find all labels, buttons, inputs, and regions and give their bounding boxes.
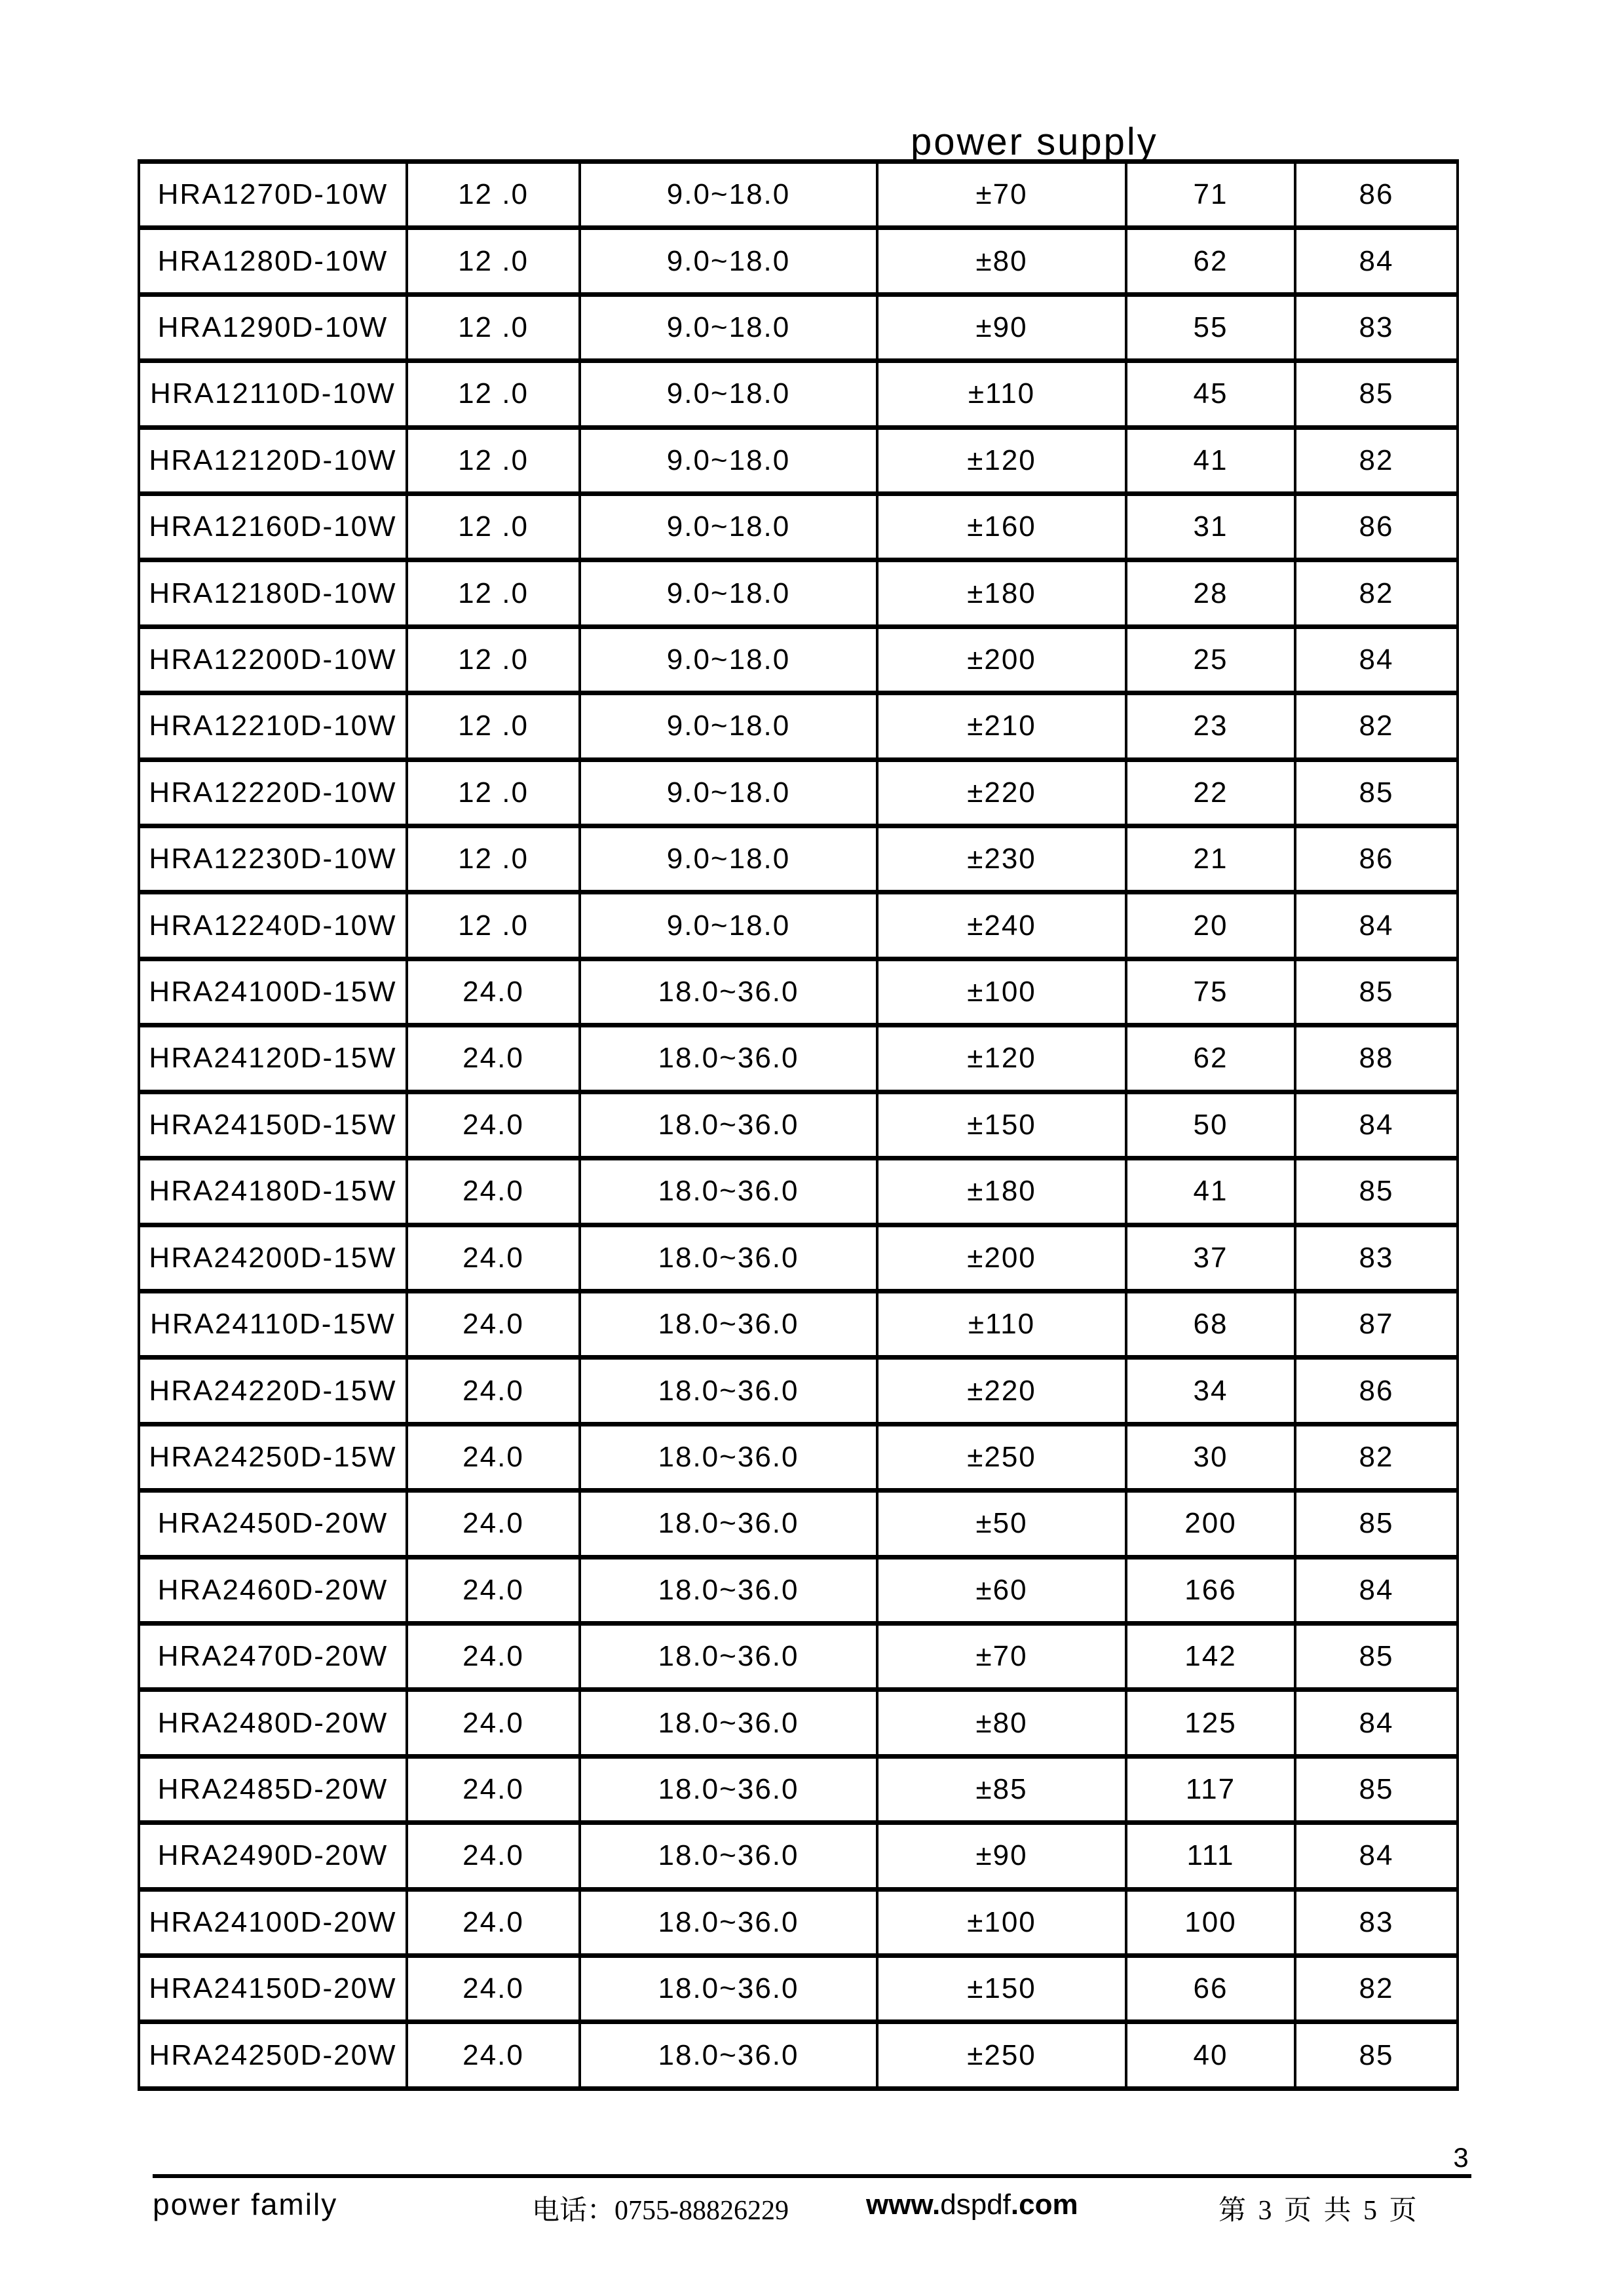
cell-vin: 12 .0 xyxy=(407,427,580,493)
cell-vin_range: 9.0~18.0 xyxy=(580,427,877,493)
footer-website xyxy=(866,2189,1078,2221)
cell-vin_range: 18.0~36.0 xyxy=(580,1158,877,1225)
cell-vin: 12 .0 xyxy=(407,626,580,693)
cell-vout: ±85 xyxy=(877,1756,1126,1822)
cell-eff: 83 xyxy=(1295,1225,1458,1291)
cell-model: HRA2460D-20W xyxy=(139,1557,407,1623)
cell-eff: 86 xyxy=(1295,162,1458,228)
cell-vout: ±220 xyxy=(877,1358,1126,1424)
cell-vout: ±90 xyxy=(877,294,1126,360)
cell-iout: 30 xyxy=(1126,1424,1295,1490)
cell-vin_range: 18.0~36.0 xyxy=(580,1225,877,1291)
cell-eff: 85 xyxy=(1295,959,1458,1025)
cell-eff: 84 xyxy=(1295,1823,1458,1889)
cell-eff: 85 xyxy=(1295,2022,1458,2089)
cell-vin_range: 18.0~36.0 xyxy=(580,1424,877,1490)
footer-divider xyxy=(153,2174,1471,2178)
table-row xyxy=(139,1358,1458,1424)
cell-vin: 12 .0 xyxy=(407,759,580,826)
cell-iout: 20 xyxy=(1126,892,1295,959)
table-row xyxy=(139,361,1458,427)
cell-iout: 100 xyxy=(1126,1889,1295,1955)
cell-model: HRA1280D-10W xyxy=(139,228,407,294)
cell-model: HRA2480D-20W xyxy=(139,1690,407,1756)
cell-model: HRA12120D-10W xyxy=(139,427,407,493)
cell-eff: 82 xyxy=(1295,427,1458,493)
cell-vin_range: 9.0~18.0 xyxy=(580,560,877,626)
cell-vin: 24.0 xyxy=(407,1690,580,1756)
table-row xyxy=(139,892,1458,959)
footer-phone: 电话：0755-88826229 xyxy=(532,2196,789,2226)
footer-brand: power family xyxy=(153,2187,338,2221)
cell-vin: 12 .0 xyxy=(407,826,580,892)
cell-model: HRA24100D-15W xyxy=(139,959,407,1025)
cell-iout: 166 xyxy=(1126,1557,1295,1623)
cell-model: HRA24120D-15W xyxy=(139,1025,407,1092)
cell-iout: 34 xyxy=(1126,1358,1295,1424)
cell-eff: 85 xyxy=(1295,1158,1458,1225)
cell-vin_range: 18.0~36.0 xyxy=(580,1557,877,1623)
table-row xyxy=(139,693,1458,759)
cell-model: HRA2490D-20W xyxy=(139,1823,407,1889)
cell-vout: ±220 xyxy=(877,759,1126,826)
cell-vin_range: 9.0~18.0 xyxy=(580,361,877,427)
cell-iout: 66 xyxy=(1126,1955,1295,2021)
cell-eff: 86 xyxy=(1295,494,1458,560)
cell-vin: 24.0 xyxy=(407,1225,580,1291)
cell-vout: ±110 xyxy=(877,361,1126,427)
cell-vin_range: 18.0~36.0 xyxy=(580,1092,877,1158)
cell-vout: ±230 xyxy=(877,826,1126,892)
cell-iout: 37 xyxy=(1126,1225,1295,1291)
cell-iout: 31 xyxy=(1126,494,1295,560)
cell-vout: ±100 xyxy=(877,959,1126,1025)
cell-iout: 40 xyxy=(1126,2022,1295,2089)
cell-model: HRA1270D-10W xyxy=(139,162,407,228)
table-row xyxy=(139,427,1458,493)
cell-model: HRA24100D-20W xyxy=(139,1889,407,1955)
cell-vin: 12 .0 xyxy=(407,892,580,959)
table-row xyxy=(139,1424,1458,1490)
cell-vin_range: 18.0~36.0 xyxy=(580,1025,877,1092)
table-row xyxy=(139,1955,1458,2021)
cell-vout: ±180 xyxy=(877,560,1126,626)
cell-vin_range: 18.0~36.0 xyxy=(580,2022,877,2089)
page-title: power supply xyxy=(911,121,1158,163)
footer-pagination: 第 3 页 共 5 页 xyxy=(1218,2196,1420,2226)
cell-vin_range: 18.0~36.0 xyxy=(580,1756,877,1822)
cell-vin: 12 .0 xyxy=(407,693,580,759)
table-row xyxy=(139,1889,1458,1955)
cell-model: HRA24220D-15W xyxy=(139,1358,407,1424)
cell-vout: ±200 xyxy=(877,1225,1126,1291)
cell-model: HRA24250D-20W xyxy=(139,2022,407,2089)
table-row xyxy=(139,1025,1458,1092)
cell-iout: 41 xyxy=(1126,427,1295,493)
cell-model: HRA12210D-10W xyxy=(139,693,407,759)
cell-model: HRA24110D-15W xyxy=(139,1291,407,1357)
cell-vin: 24.0 xyxy=(407,2022,580,2089)
cell-vin: 12 .0 xyxy=(407,228,580,294)
cell-iout: 117 xyxy=(1126,1756,1295,1822)
cell-eff: 84 xyxy=(1295,1690,1458,1756)
cell-model: HRA12160D-10W xyxy=(139,494,407,560)
cell-eff: 84 xyxy=(1295,228,1458,294)
table-row xyxy=(139,1756,1458,1822)
cell-vin_range: 9.0~18.0 xyxy=(580,228,877,294)
table-row xyxy=(139,1092,1458,1158)
cell-vin: 24.0 xyxy=(407,1557,580,1623)
cell-vin: 24.0 xyxy=(407,1491,580,1557)
cell-vin: 24.0 xyxy=(407,1623,580,1689)
cell-vin: 12 .0 xyxy=(407,294,580,360)
cell-vin_range: 18.0~36.0 xyxy=(580,1823,877,1889)
cell-vout: ±70 xyxy=(877,162,1126,228)
table-row xyxy=(139,560,1458,626)
table-row xyxy=(139,1557,1458,1623)
cell-vout: ±80 xyxy=(877,1690,1126,1756)
cell-model: HRA2470D-20W xyxy=(139,1623,407,1689)
cell-vin: 12 .0 xyxy=(407,361,580,427)
cell-vout: ±210 xyxy=(877,693,1126,759)
cell-model: HRA12180D-10W xyxy=(139,560,407,626)
cell-model: HRA24250D-15W xyxy=(139,1424,407,1490)
cell-vout: ±50 xyxy=(877,1491,1126,1557)
cell-iout: 125 xyxy=(1126,1690,1295,1756)
cell-vin: 24.0 xyxy=(407,959,580,1025)
cell-eff: 85 xyxy=(1295,361,1458,427)
spec-table-body xyxy=(139,162,1458,2089)
cell-eff: 86 xyxy=(1295,1358,1458,1424)
cell-model: HRA2450D-20W xyxy=(139,1491,407,1557)
cell-eff: 86 xyxy=(1295,826,1458,892)
cell-vout: ±250 xyxy=(877,1424,1126,1490)
cell-eff: 82 xyxy=(1295,1955,1458,2021)
table-row xyxy=(139,1291,1458,1357)
cell-vin: 24.0 xyxy=(407,1092,580,1158)
cell-vin: 24.0 xyxy=(407,1424,580,1490)
cell-eff: 82 xyxy=(1295,560,1458,626)
table-row xyxy=(139,1690,1458,1756)
cell-iout: 75 xyxy=(1126,959,1295,1025)
cell-vin_range: 9.0~18.0 xyxy=(580,626,877,693)
footer-website-mid: dspdf xyxy=(940,2189,1011,2221)
cell-vin_range: 9.0~18.0 xyxy=(580,294,877,360)
cell-iout: 25 xyxy=(1126,626,1295,693)
cell-iout: 62 xyxy=(1126,1025,1295,1092)
cell-vin_range: 9.0~18.0 xyxy=(580,826,877,892)
table-row xyxy=(139,228,1458,294)
cell-vin: 24.0 xyxy=(407,1158,580,1225)
table-row xyxy=(139,959,1458,1025)
cell-model: HRA24150D-15W xyxy=(139,1092,407,1158)
cell-vin_range: 18.0~36.0 xyxy=(580,1889,877,1955)
cell-eff: 87 xyxy=(1295,1291,1458,1357)
cell-eff: 85 xyxy=(1295,1623,1458,1689)
cell-vin_range: 18.0~36.0 xyxy=(580,1491,877,1557)
cell-vin_range: 9.0~18.0 xyxy=(580,693,877,759)
cell-vin_range: 9.0~18.0 xyxy=(580,162,877,228)
cell-vout: ±200 xyxy=(877,626,1126,693)
cell-vin: 24.0 xyxy=(407,1025,580,1092)
cell-vout: ±180 xyxy=(877,1158,1126,1225)
footer-website-www: www. xyxy=(866,2189,941,2221)
cell-vin: 24.0 xyxy=(407,1823,580,1889)
cell-vin_range: 9.0~18.0 xyxy=(580,759,877,826)
cell-vin_range: 18.0~36.0 xyxy=(580,1291,877,1357)
table-row xyxy=(139,1823,1458,1889)
cell-eff: 83 xyxy=(1295,1889,1458,1955)
cell-model: HRA12220D-10W xyxy=(139,759,407,826)
cell-iout: 68 xyxy=(1126,1291,1295,1357)
table-row xyxy=(139,1158,1458,1225)
cell-vout: ±250 xyxy=(877,2022,1126,2089)
cell-model: HRA12110D-10W xyxy=(139,361,407,427)
cell-eff: 85 xyxy=(1295,1756,1458,1822)
cell-vin_range: 18.0~36.0 xyxy=(580,1690,877,1756)
cell-eff: 82 xyxy=(1295,693,1458,759)
cell-model: HRA24150D-20W xyxy=(139,1955,407,2021)
footer-website-com: .com xyxy=(1010,2189,1078,2221)
cell-vout: ±80 xyxy=(877,228,1126,294)
cell-vin_range: 18.0~36.0 xyxy=(580,1955,877,2021)
cell-eff: 84 xyxy=(1295,1557,1458,1623)
cell-vin: 12 .0 xyxy=(407,560,580,626)
cell-vin: 24.0 xyxy=(407,1756,580,1822)
cell-vout: ±70 xyxy=(877,1623,1126,1689)
cell-eff: 84 xyxy=(1295,1092,1458,1158)
cell-model: HRA12230D-10W xyxy=(139,826,407,892)
cell-model: HRA12200D-10W xyxy=(139,626,407,693)
table-row xyxy=(139,2022,1458,2089)
cell-iout: 50 xyxy=(1126,1092,1295,1158)
cell-eff: 85 xyxy=(1295,759,1458,826)
cell-iout: 41 xyxy=(1126,1158,1295,1225)
table-row xyxy=(139,826,1458,892)
cell-vout: ±60 xyxy=(877,1557,1126,1623)
cell-vin_range: 18.0~36.0 xyxy=(580,1623,877,1689)
power-supply-spec-table xyxy=(138,159,1459,2091)
cell-vout: ±240 xyxy=(877,892,1126,959)
cell-iout: 22 xyxy=(1126,759,1295,826)
cell-model: HRA2485D-20W xyxy=(139,1756,407,1822)
page-number: 3 xyxy=(1453,2142,1469,2173)
table-row xyxy=(139,1623,1458,1689)
cell-vin: 24.0 xyxy=(407,1955,580,2021)
cell-model: HRA24180D-15W xyxy=(139,1158,407,1225)
cell-iout: 28 xyxy=(1126,560,1295,626)
table-row xyxy=(139,1225,1458,1291)
cell-vout: ±120 xyxy=(877,1025,1126,1092)
cell-model: HRA12240D-10W xyxy=(139,892,407,959)
cell-eff: 88 xyxy=(1295,1025,1458,1092)
cell-iout: 45 xyxy=(1126,361,1295,427)
table-row xyxy=(139,1491,1458,1557)
table-row xyxy=(139,626,1458,693)
cell-model: HRA1290D-10W xyxy=(139,294,407,360)
cell-vin_range: 18.0~36.0 xyxy=(580,1358,877,1424)
cell-vin: 24.0 xyxy=(407,1291,580,1357)
cell-vin_range: 9.0~18.0 xyxy=(580,494,877,560)
cell-vin: 12 .0 xyxy=(407,494,580,560)
cell-iout: 55 xyxy=(1126,294,1295,360)
table-row xyxy=(139,162,1458,228)
cell-vout: ±150 xyxy=(877,1092,1126,1158)
table-row xyxy=(139,759,1458,826)
cell-iout: 21 xyxy=(1126,826,1295,892)
cell-iout: 71 xyxy=(1126,162,1295,228)
cell-iout: 62 xyxy=(1126,228,1295,294)
cell-eff: 82 xyxy=(1295,1424,1458,1490)
cell-eff: 84 xyxy=(1295,626,1458,693)
table-row xyxy=(139,494,1458,560)
cell-iout: 23 xyxy=(1126,693,1295,759)
cell-eff: 85 xyxy=(1295,1491,1458,1557)
cell-vout: ±150 xyxy=(877,1955,1126,2021)
cell-vin: 12 .0 xyxy=(407,162,580,228)
cell-vin_range: 18.0~36.0 xyxy=(580,959,877,1025)
cell-model: HRA24200D-15W xyxy=(139,1225,407,1291)
cell-vin: 24.0 xyxy=(407,1358,580,1424)
cell-vout: ±120 xyxy=(877,427,1126,493)
cell-vout: ±90 xyxy=(877,1823,1126,1889)
cell-vin: 24.0 xyxy=(407,1889,580,1955)
cell-eff: 84 xyxy=(1295,892,1458,959)
cell-vout: ±110 xyxy=(877,1291,1126,1357)
cell-eff: 83 xyxy=(1295,294,1458,360)
cell-vout: ±160 xyxy=(877,494,1126,560)
cell-vin_range: 9.0~18.0 xyxy=(580,892,877,959)
cell-vout: ±100 xyxy=(877,1889,1126,1955)
cell-iout: 111 xyxy=(1126,1823,1295,1889)
table-row xyxy=(139,294,1458,360)
cell-iout: 200 xyxy=(1126,1491,1295,1557)
cell-iout: 142 xyxy=(1126,1623,1295,1689)
